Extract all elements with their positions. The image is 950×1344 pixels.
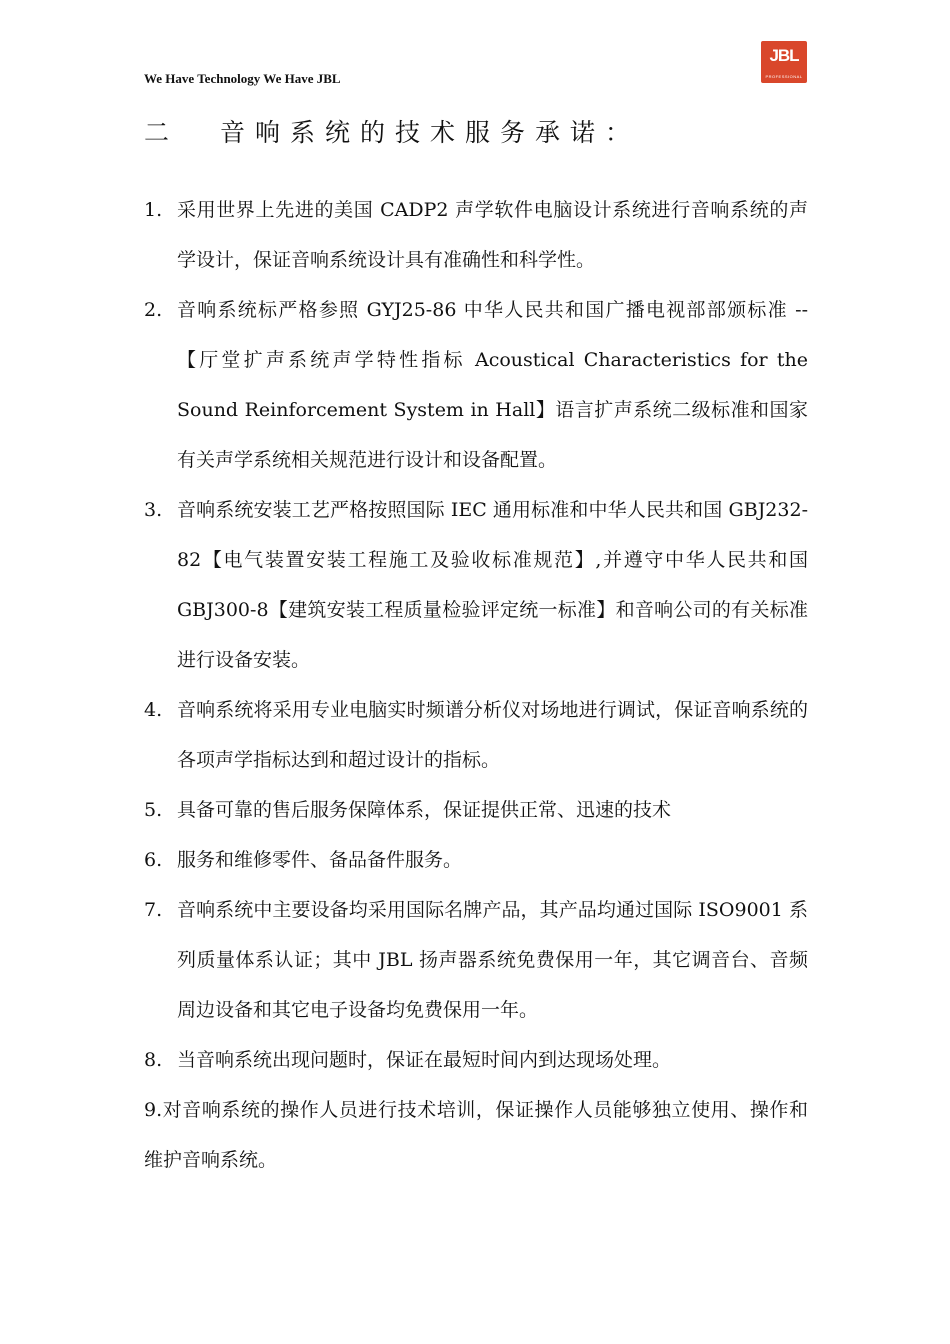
list-item <box>144 485 808 685</box>
item-number: 4. <box>144 699 163 721</box>
logo-mark: JBL <box>769 46 799 65</box>
item-number: 2. <box>144 299 163 321</box>
item-number: 3. <box>144 499 163 521</box>
item-text: 音响系统将采用专业电脑实时频谱分析仪对场地进行调试，保证音响系统的各项声学指标达到和超过设计的指标。 <box>177 699 808 771</box>
list-item <box>144 185 808 285</box>
item-number: 8. <box>144 1049 163 1071</box>
list-item <box>144 1085 808 1185</box>
header-tagline: We Have Technology We Have JBL <box>144 71 341 86</box>
item-number: 6. <box>144 849 163 871</box>
item-text: 音响系统安装工艺严格按照国际 IEC 通用标准和中华人民共和国 GBJ232-82【电气装置安装工程施工及验收标准规范】,并遵守中华人民共和国 GBJ300-8【建筑安装工程质量检验评定统一标准】和音响公司的有关标准进行设备安装。 <box>177 499 808 671</box>
item-text-body: 对音响系统的操作人员进行技术培训，保证操作人员能够独立使用、操作和维护音响系统。 <box>144 1099 808 1171</box>
commitment-list <box>144 185 808 1185</box>
item-number: 7. <box>144 899 163 921</box>
logo-subtitle: PROFESSIONAL <box>765 74 803 79</box>
item-text: 服务和维修零件、备品备件服务。 <box>177 849 463 871</box>
list-item <box>144 835 808 885</box>
jbl-logo <box>761 41 807 83</box>
list-item <box>144 285 808 485</box>
list-item <box>144 685 808 785</box>
item-number: 5. <box>144 799 163 821</box>
section-number: 二 <box>144 118 180 147</box>
item-text: 音响系统标严格参照 GYJ25-86 中华人民共和国广播电视部部颁标准 --【厅堂扩声系统声学特性指标 Acoustical Characteristics for the Sound Reinforcement System in Hall】语言扩声系统二级标准和国家有关声学系统相关规范进行设计和设备配置。 <box>177 299 808 471</box>
item-number: 9. <box>144 1099 163 1121</box>
item-text: 音响系统中主要设备均采用国际名牌产品，其产品均通过国际 ISO9001 系列质量体系认证；其中 JBL 扬声器系统免费保用一年，其它调音台、音频周边设备和其它电子设备均免费保用一年。 <box>177 899 808 1021</box>
item-text: 具备可靠的售后服务保障体系，保证提供正常、迅速的技术 <box>177 799 672 821</box>
list-item <box>144 1035 808 1085</box>
list-item <box>144 785 808 835</box>
item-text: 采用世界上先进的美国 CADP2 声学软件电脑设计系统进行音响系统的声学设计，保证音响系统设计具有准确性和科学性。 <box>177 199 808 271</box>
item-text: 当音响系统出现问题时，保证在最短时间内到达现场处理。 <box>177 1049 672 1071</box>
item-text <box>144 1085 808 1185</box>
section-title-text: 音响系统的技术服务承诺： <box>220 118 641 147</box>
section-title <box>144 113 640 149</box>
item-number: 1. <box>144 199 163 221</box>
list-item <box>144 885 808 1035</box>
